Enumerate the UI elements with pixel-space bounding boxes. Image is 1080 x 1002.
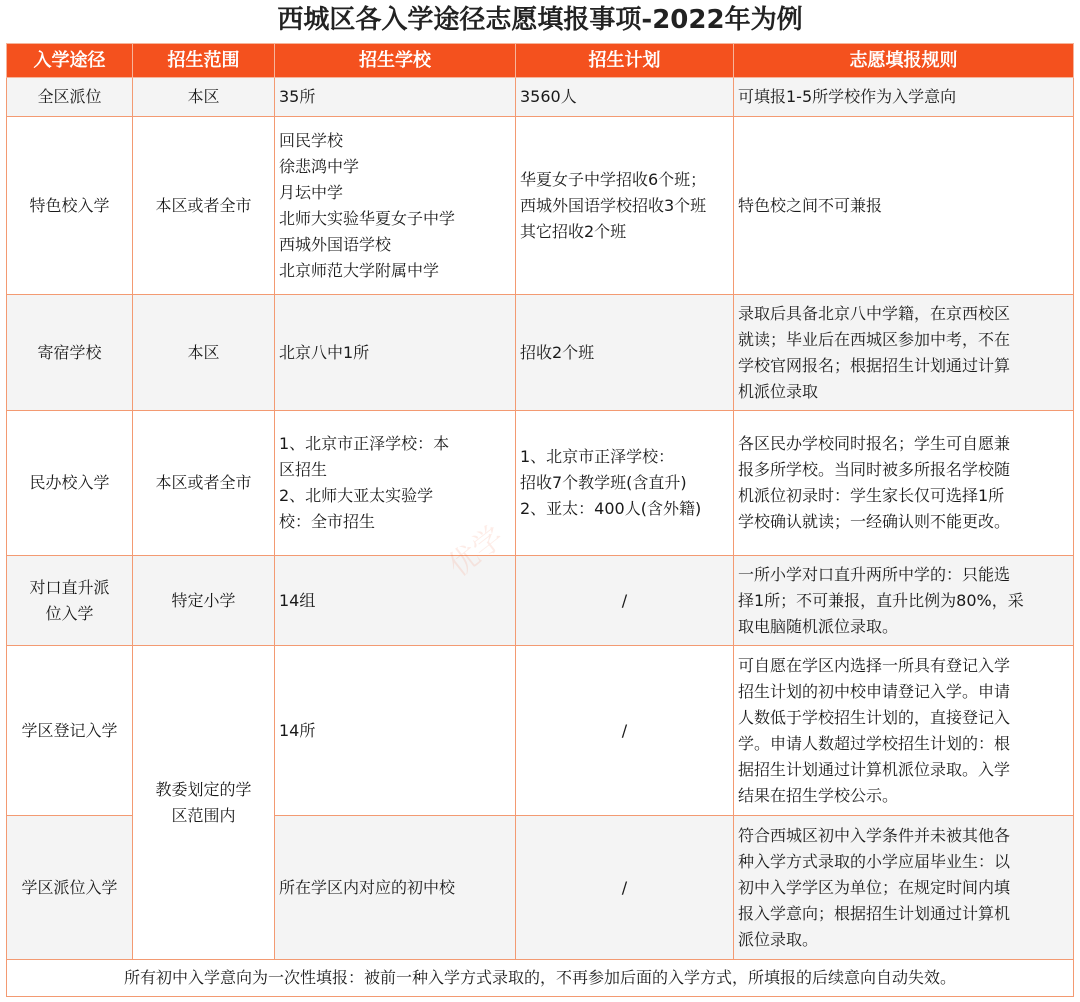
school-line: 月坛中学 bbox=[279, 182, 344, 202]
rule-line: 各区民办学校同时报名；学生可自愿兼 bbox=[738, 434, 1011, 453]
header-scope: 招生范围 bbox=[133, 44, 275, 78]
cell-scope: 本区 bbox=[133, 78, 275, 117]
footer-note: 所有初中入学意向为一次性填报：被前一种入学方式录取的，不再参加后面的入学方式，所填报的后续意向自动失效。 bbox=[7, 960, 1074, 997]
rule-line: 录取后具备北京八中学籍，在京西校区 bbox=[738, 303, 1011, 323]
cell-scope: 本区或者全市 bbox=[133, 411, 275, 556]
scope-line: 区范围内 bbox=[171, 805, 236, 825]
rule-line: 可自愿在学区内选择一所具有登记入学 bbox=[738, 655, 1011, 675]
cell-path: 全区派位 bbox=[7, 78, 133, 117]
page-title: 西城区各入学途径志愿填报事项-2022年为例 bbox=[277, 5, 803, 35]
path-line: 对口直升派 bbox=[29, 577, 110, 597]
cell-scope: 本区 bbox=[133, 295, 275, 411]
plan-line: 其它招收2个班 bbox=[520, 221, 627, 241]
cell-path: 寄宿学校 bbox=[7, 295, 133, 411]
enrollment-table bbox=[6, 43, 1074, 997]
cell-rule bbox=[734, 556, 1074, 646]
cell-plan: / bbox=[516, 556, 734, 646]
rule-line: 学校官网报名；根据招生计划通过计算 bbox=[738, 355, 1011, 375]
school-line: 校：全市招生 bbox=[279, 512, 376, 531]
plan-line: 西城外国语学校招收3个班 bbox=[520, 195, 707, 215]
table-row bbox=[7, 556, 1074, 646]
header-schools: 招生学校 bbox=[275, 44, 516, 78]
cell-rule bbox=[734, 411, 1074, 556]
table-header-row bbox=[7, 44, 1074, 78]
rule-line: 取电脑随机派位录取。 bbox=[738, 616, 899, 636]
cell-rule bbox=[734, 646, 1074, 816]
rule-line: 结果在招生学校公示。 bbox=[738, 785, 899, 805]
rule-line: 机派位初录时：学生家长仅可选择1所 bbox=[738, 486, 1005, 505]
rule-line: 派位录取。 bbox=[738, 929, 819, 949]
cell-scope bbox=[133, 646, 275, 960]
school-line: 北京师范大学附属中学 bbox=[279, 260, 440, 280]
rule-line: 报入学意向；根据招生计划通过计算机 bbox=[738, 903, 1011, 923]
header-plan: 招生计划 bbox=[516, 44, 734, 78]
plan-line: 招收7个教学班(含直升) bbox=[520, 473, 687, 492]
path-line: 位入学 bbox=[45, 603, 94, 623]
header-path: 入学途径 bbox=[7, 44, 133, 78]
cell-path: 学区派位入学 bbox=[7, 816, 133, 960]
cell-rule bbox=[734, 295, 1074, 411]
school-line: 西城外国语学校 bbox=[279, 234, 392, 254]
cell-path: 学区登记入学 bbox=[7, 646, 133, 816]
cell-scope: 特定小学 bbox=[133, 556, 275, 646]
plan-line: 2、亚太：400人(含外籍) bbox=[520, 499, 702, 518]
table-row bbox=[7, 411, 1074, 556]
rule-line: 据招生计划通过计算机派位录取。入学 bbox=[738, 759, 1011, 779]
cell-schools bbox=[275, 117, 516, 295]
cell-rule bbox=[734, 816, 1074, 960]
cell-rule: 可填报1-5所学校作为入学意向 bbox=[734, 78, 1074, 117]
school-line: 徐悲鸿中学 bbox=[279, 156, 360, 176]
rule-line: 种入学方式录取的小学应届毕业生：以 bbox=[738, 851, 1011, 871]
footer-row bbox=[7, 960, 1074, 997]
plan-line: 1、北京市正泽学校： bbox=[520, 447, 675, 466]
rule-line: 报多所学校。当同时被多所报名学校随 bbox=[738, 460, 1011, 479]
table-row bbox=[7, 646, 1074, 816]
rule-line: 人数低于学校招生计划的，直接登记入 bbox=[738, 707, 1011, 727]
cell-plan bbox=[516, 117, 734, 295]
rule-line: 学。申请人数超过学校招生计划的：根 bbox=[738, 733, 1011, 753]
rule-line: 机派位录取 bbox=[738, 381, 819, 401]
scope-line: 教委划定的学 bbox=[155, 779, 252, 799]
school-line: 北师大实验华夏女子中学 bbox=[279, 208, 456, 228]
cell-plan: / bbox=[516, 646, 734, 816]
cell-path: 民办校入学 bbox=[7, 411, 133, 556]
school-line: 回民学校 bbox=[279, 130, 344, 150]
cell-path: 特色校入学 bbox=[7, 117, 133, 295]
rule-line: 择1所；不可兼报，直升比例为80%，采 bbox=[738, 590, 1024, 610]
school-line: 2、北师大亚太实验学 bbox=[279, 486, 434, 505]
cell-rule: 特色校之间不可兼报 bbox=[734, 117, 1074, 295]
rule-line: 符合西城区初中入学条件并未被其他各 bbox=[738, 825, 1011, 845]
cell-schools: 14组 bbox=[275, 556, 516, 646]
school-line: 1、北京市正泽学校：本 bbox=[279, 434, 450, 453]
header-rule: 志愿填报规则 bbox=[734, 44, 1074, 78]
rule-line: 学校确认就读；一经确认则不能更改。 bbox=[738, 512, 1011, 531]
rule-line: 就读；毕业后在西城区参加中考，不在 bbox=[738, 329, 1011, 349]
cell-schools: 所在学区内对应的初中校 bbox=[275, 816, 516, 960]
table-row bbox=[7, 117, 1074, 295]
cell-path bbox=[7, 556, 133, 646]
cell-schools bbox=[275, 411, 516, 556]
plan-line: 华夏女子中学招收6个班； bbox=[520, 169, 707, 189]
cell-schools: 35所 bbox=[275, 78, 516, 117]
cell-schools: 14所 bbox=[275, 646, 516, 816]
cell-plan: 招收2个班 bbox=[516, 295, 734, 411]
rule-line: 招生计划的初中校申请登记入学。申请 bbox=[738, 681, 1011, 701]
cell-plan: / bbox=[516, 816, 734, 960]
cell-schools: 北京八中1所 bbox=[275, 295, 516, 411]
table-row bbox=[7, 295, 1074, 411]
cell-plan bbox=[516, 411, 734, 556]
cell-scope: 本区或者全市 bbox=[133, 117, 275, 295]
school-line: 区招生 bbox=[279, 460, 328, 479]
rule-line: 初中入学学区为单位；在规定时间内填 bbox=[738, 877, 1011, 897]
table-row bbox=[7, 78, 1074, 117]
cell-plan: 3560人 bbox=[516, 78, 734, 117]
rule-line: 一所小学对口直升两所中学的：只能选 bbox=[738, 564, 1011, 584]
